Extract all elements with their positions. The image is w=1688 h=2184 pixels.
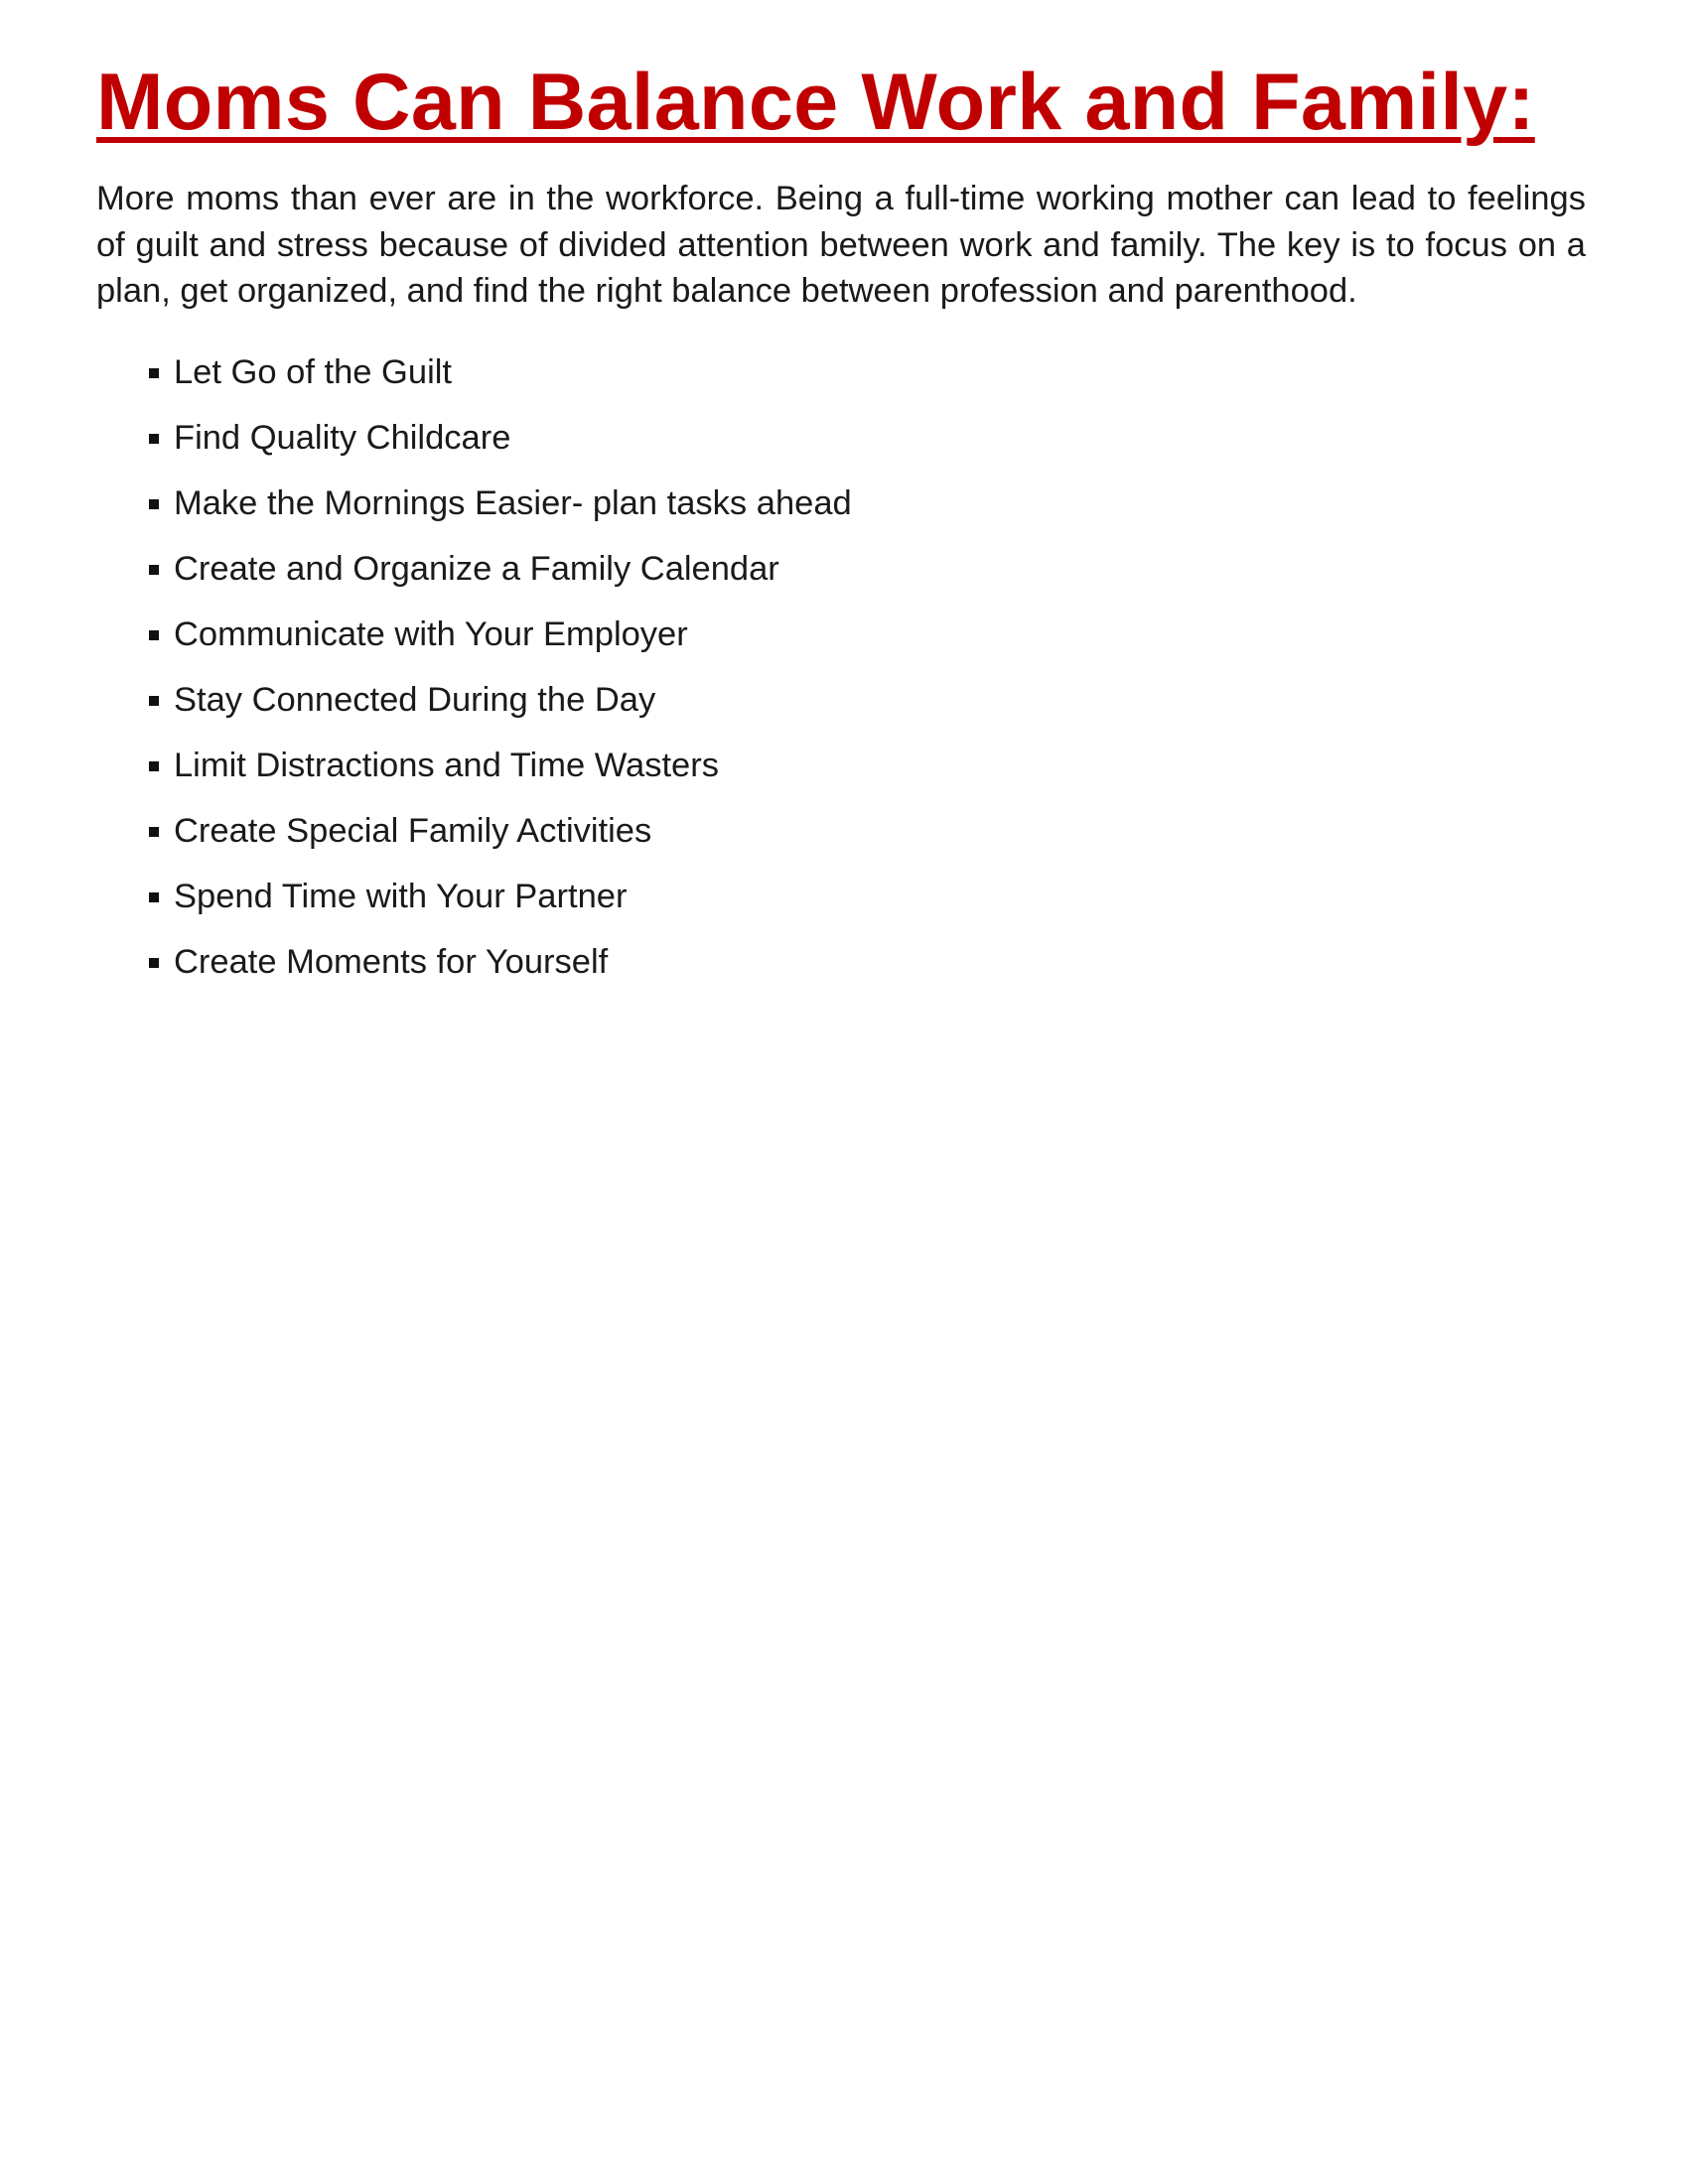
list-item-text: Limit Distractions and Time Wasters <box>174 747 719 784</box>
document-page <box>96 55 1586 996</box>
square-bullet-icon <box>149 630 159 640</box>
list-item-text: Find Quality Childcare <box>174 419 511 457</box>
square-bullet-icon <box>149 434 159 444</box>
square-bullet-icon <box>149 565 159 575</box>
list-item-text: Spend Time with Your Partner <box>174 878 628 915</box>
list-item <box>149 668 1586 734</box>
list-item-text: Communicate with Your Employer <box>174 615 688 653</box>
square-bullet-icon <box>149 958 159 968</box>
square-bullet-icon <box>149 696 159 706</box>
list-item-text: Create Special Family Activities <box>174 812 652 850</box>
list-item-text: Create Moments for Yourself <box>174 943 609 981</box>
square-bullet-icon <box>149 827 159 837</box>
intro-paragraph: More moms than ever are in the workforce. Being a full-time working mother can lead to feelings of guilt and stress because of divided attention between work and family. The key is to focus on a plan, get organized, and find the right balance between profession and parenthood. <box>96 180 1586 310</box>
list-item <box>149 865 1586 930</box>
list-item <box>149 930 1586 996</box>
list-item <box>149 734 1586 799</box>
list-item <box>149 406 1586 472</box>
square-bullet-icon <box>149 892 159 902</box>
list-item <box>149 537 1586 603</box>
square-bullet-icon <box>149 761 159 771</box>
square-bullet-icon <box>149 499 159 509</box>
list-item <box>149 799 1586 865</box>
square-bullet-icon <box>149 368 159 378</box>
page-title: Moms Can Balance Work and Family: <box>96 58 1535 147</box>
list-item-text: Stay Connected During the Day <box>174 681 656 719</box>
tips-list <box>96 341 1586 996</box>
list-item <box>149 603 1586 668</box>
list-item-text: Make the Mornings Easier- plan tasks ahead <box>174 484 852 522</box>
list-item <box>149 341 1586 406</box>
list-item-text: Create and Organize a Family Calendar <box>174 550 779 588</box>
list-item <box>149 472 1586 537</box>
list-item-text: Let Go of the Guilt <box>174 353 452 391</box>
